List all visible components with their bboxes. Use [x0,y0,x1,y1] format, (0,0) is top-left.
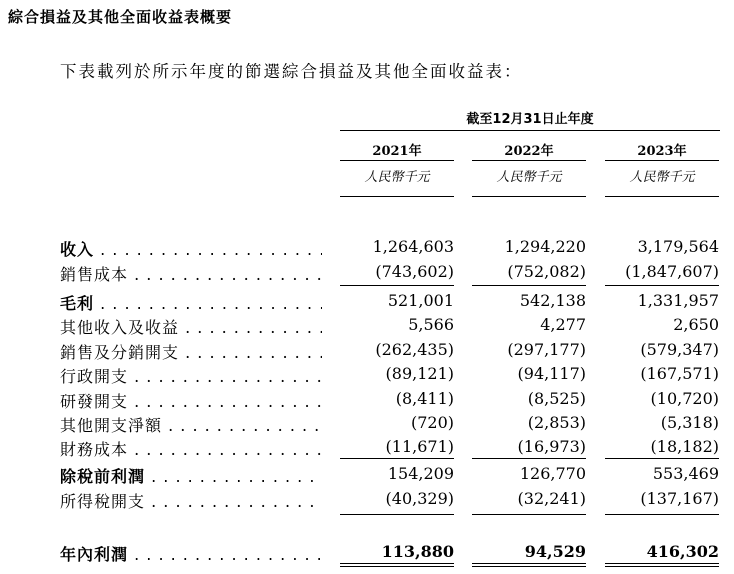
row-label: 年內利潤 . . . [60,542,322,565]
row-value: (40,329) [385,489,454,508]
row-value: 553,469 [652,464,719,483]
row-value: (8,411) [395,389,454,408]
table-row [0,237,734,263]
row-value: (10,720) [650,389,719,408]
row-value: (32,241) [517,489,586,508]
row-value: (167,571) [640,364,719,383]
row-value: (752,082) [507,262,586,281]
row-label: 其他收入及收益 . . . [60,315,322,338]
row-value: (579,347) [640,340,719,359]
row-value: 94,529 [524,542,586,561]
unit-rule [340,196,454,197]
row-value: 126,770 [519,464,586,483]
unit-rule [605,196,719,197]
row-value: (94,117) [517,364,586,383]
table-row [0,464,734,490]
year-rule [605,160,719,161]
row-value: 154,209 [387,464,454,483]
row-value: (5,318) [660,413,719,432]
row-label: 銷售及分銷開支 . . . [60,340,322,363]
total-double-rule [340,563,454,567]
table-row [0,437,734,463]
unit-label: 人民幣千元 [364,170,430,185]
row-value: 4,277 [540,315,586,334]
unit-label: 人民幣千元 [629,170,695,185]
period-header: 截至12月31日止年度 [466,112,594,127]
row-label: 收入 . . . [60,237,322,260]
row-label: 研發開支 . . . [60,389,322,412]
year-rule [472,160,586,161]
table-row [0,340,734,366]
row-value: 542,138 [519,291,586,310]
row-value: 3,179,564 [637,237,719,256]
row-value: 521,001 [387,291,454,310]
total-double-rule [472,563,586,567]
unit-label: 人民幣千元 [496,170,562,185]
row-value: (137,167) [640,489,719,508]
subtotal-rule [472,285,586,286]
table-row [0,291,734,317]
total-double-rule [605,563,719,567]
row-value: (720) [410,413,454,432]
table-row [0,413,734,439]
subtotal-rule [472,458,586,459]
row-value: 1,331,957 [637,291,719,310]
section-title: 綜合損益及其他全面收益表概要 [8,8,233,26]
row-value: (8,525) [527,389,586,408]
year-2023: 2023年 [637,144,687,159]
row-label: 其他開支淨額 . . . [60,413,322,436]
row-value: (743,602) [375,262,454,281]
row-value: (11,671) [385,437,454,456]
subtotal-rule [605,458,719,459]
row-value: (2,853) [527,413,586,432]
subtotal-rule [340,458,454,459]
table-row [0,489,734,515]
subtotal-rule [340,514,454,515]
row-value: 113,880 [381,542,454,561]
subtotal-rule [605,514,719,515]
row-value: (1,847,607) [625,262,719,281]
row-label: 銷售成本 . . . [60,262,322,285]
table-row [0,389,734,415]
year-2022: 2022年 [504,144,554,159]
row-value: (18,182) [650,437,719,456]
row-value: (297,177) [507,340,586,359]
row-value: 1,294,220 [504,237,586,256]
header-rule [340,130,720,131]
row-label: 除稅前利潤 . . . [60,464,322,487]
row-value: 5,566 [408,315,454,334]
row-label: 行政開支 . . . [60,364,322,387]
row-label: 財務成本 . . . [60,437,322,460]
year-rule [340,160,454,161]
subtotal-rule [472,514,586,515]
intro-text: 下表載列於所示年度的節選綜合損益及其他全面收益表： [60,62,523,81]
unit-rule [472,196,586,197]
row-value: 416,302 [646,542,719,561]
row-label: 毛利 . . . [60,291,322,314]
row-value: 2,650 [673,315,719,334]
year-2021: 2021年 [372,144,422,159]
table-row [0,315,734,341]
row-value: (16,973) [517,437,586,456]
row-value: 1,264,603 [372,237,454,256]
subtotal-rule [605,285,719,286]
row-value: (89,121) [385,364,454,383]
table-row [0,364,734,390]
row-label: 所得稅開支 . . . [60,489,322,512]
row-value: (262,435) [375,340,454,359]
subtotal-rule [340,285,454,286]
